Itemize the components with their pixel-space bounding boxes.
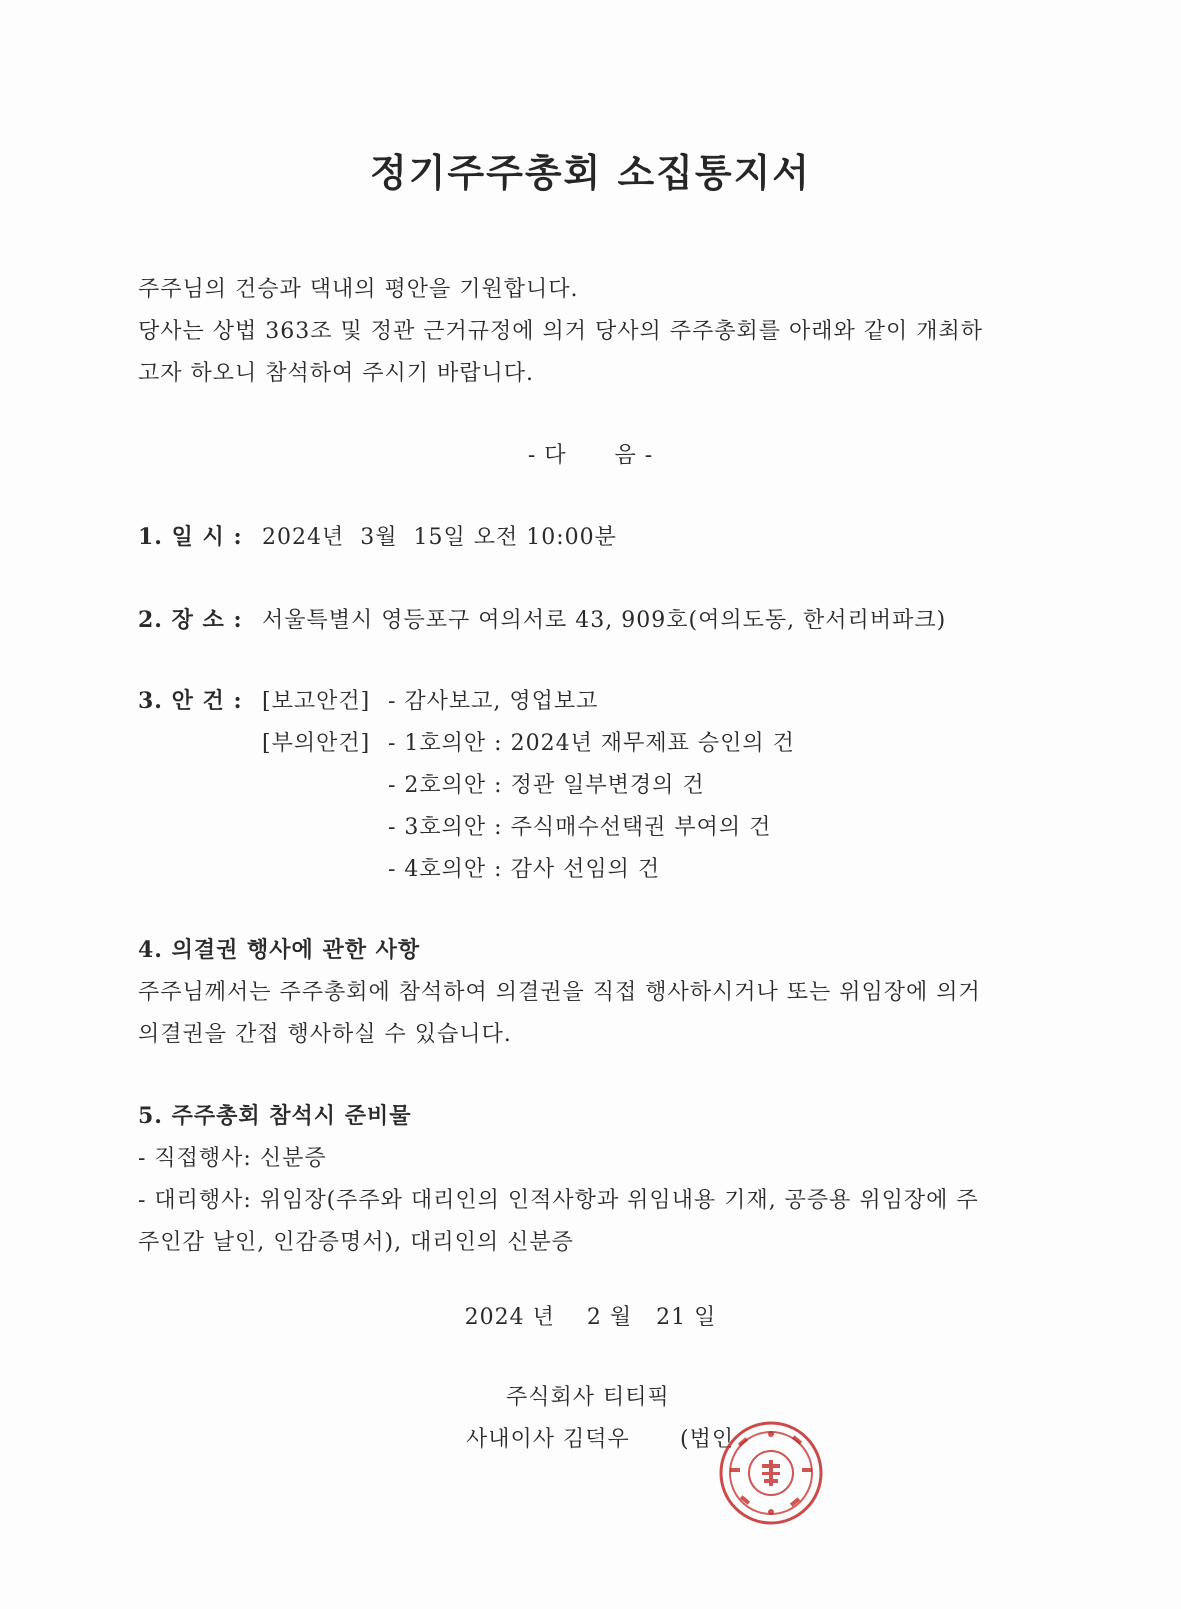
resolution-tag: [부의안건] xyxy=(262,731,371,756)
corporate-seal-icon xyxy=(718,1420,824,1526)
document-title: 정기주주총회 소집통지서 xyxy=(369,150,812,195)
report-tag: [보고안건] xyxy=(262,689,371,714)
signer-name: 사내이사 김덕우 xyxy=(466,1427,630,1452)
report-value: - 감사보고, 영업보고 xyxy=(388,689,599,714)
item2-value: 서울특별시 영등포구 여의서로 43, 909호(여의도동, 한서리버파크) xyxy=(262,608,947,633)
item5-line-2: - 대리행사: 위임장(주주와 대리인의 인적사항과 위임내용 기재, 공증용 위임장에 주 xyxy=(138,1188,979,1213)
item1-value: 2024년 3월 15일 오전 10:00분 xyxy=(262,525,617,550)
resolution-item: - 2호의안 : 정관 일부변경의 건 xyxy=(388,773,705,798)
item1-label: 1. 일 시 : xyxy=(138,524,243,550)
greeting-line-1: 주주님의 건승과 댁내의 평안을 기원합니다. xyxy=(138,277,579,302)
resolution-item: - 4호의안 : 감사 선임의 건 xyxy=(388,857,661,882)
item4-line-1: 주주님께서는 주주총회에 참석하여 의결권을 직접 행사하시거나 또는 위임장에 의거 xyxy=(138,980,981,1005)
item3-label: 3. 안 건 : xyxy=(138,688,243,714)
item5-line-3: 주인감 날인, 인감증명서), 대리인의 신분증 xyxy=(138,1230,574,1255)
item4-heading: 4. 의결권 행사에 관한 사항 xyxy=(138,937,421,963)
item5-heading: 5. 주주총회 참석시 준비물 xyxy=(138,1103,412,1129)
seal-mark-text: (법인 xyxy=(680,1427,735,1452)
greeting-line-3: 고자 하오니 참석하여 주시기 바랍니다. xyxy=(138,361,534,386)
greeting-line-2: 당사는 상법 363조 및 정관 근거규정에 의거 당사의 주주총회를 아래와 같이 개최하 xyxy=(138,319,983,344)
resolution-item: - 1호의안 : 2024년 재무제표 승인의 건 xyxy=(388,731,795,756)
item2-label: 2. 장 소 : xyxy=(138,607,243,633)
company-name: 주식회사 티티픽 xyxy=(506,1385,670,1410)
separator-heading: - 다 음 - xyxy=(527,443,654,468)
item4-line-2: 의결권을 간접 행사하실 수 있습니다. xyxy=(138,1022,512,1047)
issue-date: 2024 년 2 월 21 일 xyxy=(464,1305,717,1330)
resolution-item: - 3호의안 : 주식매수선택권 부여의 건 xyxy=(388,815,772,840)
item5-line-1: - 직접행사: 신분증 xyxy=(138,1146,327,1171)
